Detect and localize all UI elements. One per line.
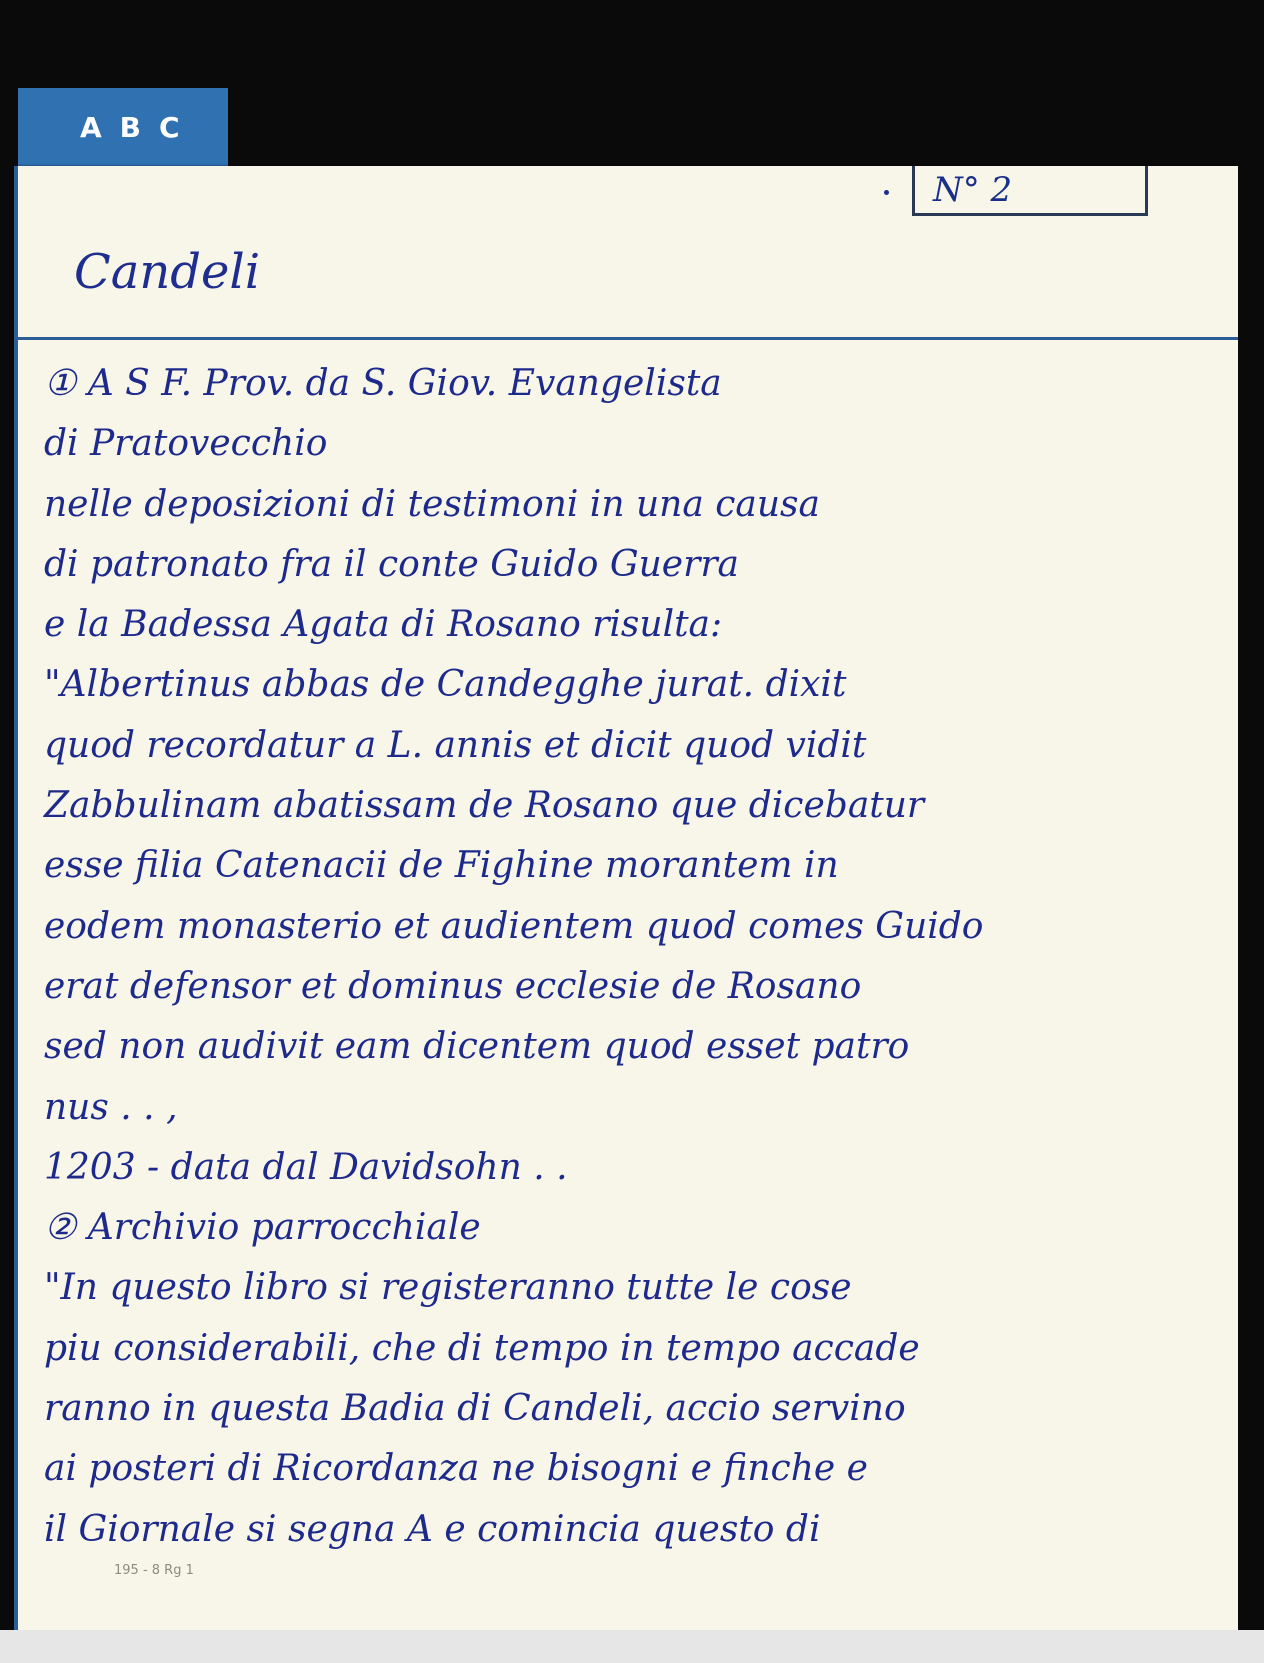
text-line: quod recordatur a L. annis et dicit quod vidit (44, 724, 867, 766)
tab-letter-c: C (159, 110, 180, 144)
text-line: ai posteri di Ricordanza ne bisogni e finche e (44, 1448, 868, 1490)
bottom-strip (0, 1630, 1264, 1663)
text-line: "In questo libro si registeranno tutte le cose (44, 1267, 852, 1309)
index-card (14, 166, 1238, 1630)
text-line: il Giornale si segna A e comincia questo di (44, 1508, 821, 1550)
text-line: 1203 - data dal Davidsohn . . (44, 1146, 568, 1188)
ink-dot (884, 190, 889, 195)
heading-divider (18, 337, 1238, 340)
text-line: e la Badessa Agata di Rosano risulta: (44, 604, 723, 646)
text-line: Zabbulinam abatissam de Rosano que dicebatur (44, 785, 925, 827)
card-left-rule (14, 166, 18, 1630)
text-line: di patronato fra il conte Guido Guerra (44, 543, 739, 585)
card-text (44, 354, 1224, 1560)
archive-stamp: 195 - 8 Rg 1 (114, 1563, 194, 1578)
text-line: "Albertinus abbas de Candegghe jurat. dixit (44, 664, 847, 706)
text-line: nus . . , (44, 1086, 178, 1128)
text-line: piu considerabili, che di tempo in tempo accade (44, 1327, 920, 1369)
tab-letter-b: B (119, 110, 142, 144)
background-edge (1238, 166, 1264, 1630)
text-line: erat defensor et dominus ecclesie de Rosano (44, 965, 862, 1007)
text-line: eodem monasterio et audientem quod comes Guido (44, 905, 984, 947)
tab-letter-a: A (80, 110, 102, 144)
text-line: sed non audivit eam dicentem quod esset patro (44, 1026, 910, 1068)
card-number-box (912, 166, 1148, 216)
text-line: ① A S F. Prov. da S. Giov. Evangelista (44, 363, 722, 404)
text-line: ② Archivio parrocchiale (44, 1207, 481, 1249)
card-number: N° 2 (933, 169, 1013, 210)
text-line: di Pratovecchio (44, 423, 328, 465)
text-line: esse filia Catenacii de Fighine morantem in (44, 845, 839, 887)
text-line: ranno in questa Badia di Candeli, accio servino (44, 1388, 906, 1430)
text-line: nelle deposizioni di testimoni in una causa (44, 483, 820, 525)
place-heading: Candeli (74, 244, 261, 300)
index-tab (18, 88, 228, 166)
